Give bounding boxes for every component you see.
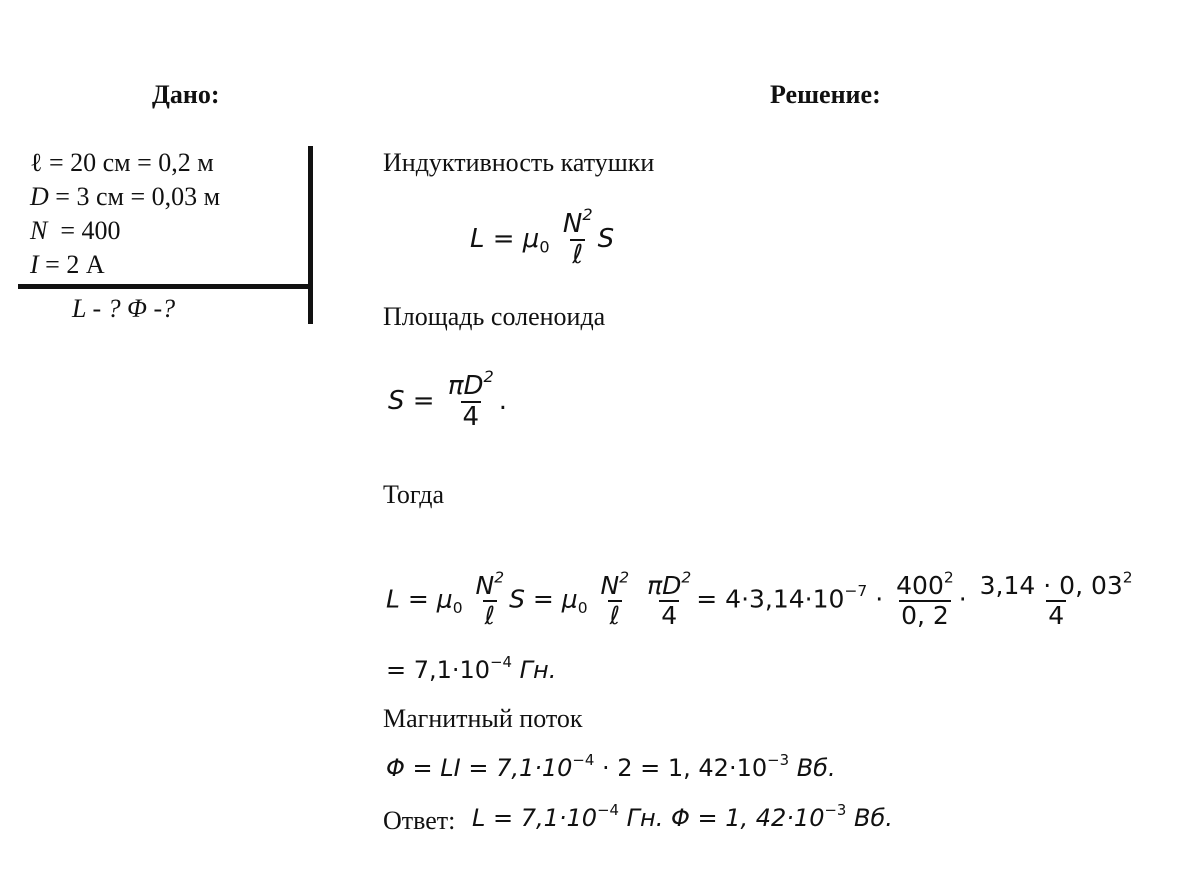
given-find: L - ? Φ -? [72, 294, 176, 323]
f3-eq: = 4·3,14·10 [696, 584, 845, 614]
f4-post: Вб. [789, 754, 836, 782]
f4-exp1: −4 [572, 750, 595, 769]
ans-post: Вб. [846, 804, 893, 832]
f3-dot2: · [958, 584, 967, 614]
f1-num: $N^2$ [562, 204, 593, 239]
given-heading: Дано: [152, 80, 220, 109]
f2-den: 4 [462, 401, 480, 432]
given-length: ℓ = 20 см = 0,2 м [30, 148, 214, 177]
f4-mid: · 2 = 1, 42·10 [594, 754, 768, 782]
f1-fraction [561, 204, 595, 270]
then-label: Тогда [383, 480, 445, 509]
var-n: N [30, 216, 48, 245]
given-diameter [30, 180, 220, 214]
f2-fraction [446, 366, 496, 432]
given-current-value: = 2 А [38, 250, 105, 279]
ans-exp1: −4 [597, 800, 620, 819]
f3-frac-a: $\frac{N^2}{\text{ℓ}}$ [475, 568, 505, 630]
ans-pre: L = 7,1·10 [472, 804, 598, 832]
formula-area [388, 366, 508, 432]
f3-dot: · [867, 584, 884, 614]
f3r-pre: = 7,1·10 [386, 656, 491, 684]
var-d: D [30, 182, 49, 211]
f4-exp2: −3 [767, 750, 790, 769]
answer-label: Ответ: [383, 806, 456, 835]
formula-inductance-result [386, 652, 557, 684]
formula-inductance [470, 204, 615, 270]
f1-lhs: L = μ [470, 224, 540, 255]
f1-sub: 0 [539, 237, 550, 257]
f3-frac-d: $\frac{400^2}{0, 2}$ [896, 568, 954, 630]
given-turns-value: = 400 [47, 216, 121, 245]
formula-answer [472, 800, 893, 832]
ans-mid: Гн. Φ = 1, 42·10 [619, 804, 825, 832]
f3-frac-b: $\frac{N^2}{\text{ℓ}}$ [600, 568, 630, 630]
f3-sub1: 0 [577, 598, 588, 617]
flux-label: Магнитный поток [383, 704, 583, 733]
given-separator-vertical [308, 146, 313, 324]
solution-heading: Решение: [770, 80, 881, 109]
f3-frac-c: $\frac{\pi D^2}{4}$ [647, 568, 692, 630]
area-label: Площадь соленоида [383, 302, 606, 331]
f3r-exp: −4 [490, 652, 513, 671]
f3-eq-exp: −7 [844, 581, 868, 600]
given-diameter-value: = 3 см = 0,03 м [48, 182, 221, 211]
f3-mid: S = μ [509, 584, 578, 614]
formula-flux [386, 750, 836, 782]
f1-tail: S [597, 224, 615, 255]
var-i: I [30, 250, 39, 279]
f2-tail: . [498, 386, 508, 417]
f3r-post: Гн. [512, 656, 557, 684]
ans-exp2: −3 [824, 800, 847, 819]
given-current [30, 248, 105, 282]
given-turns [30, 214, 121, 248]
f2-num: $\pi D^2$ [447, 366, 494, 401]
f3-sub0: 0 [452, 598, 463, 617]
inductance-label: Индуктивность катушки [383, 148, 655, 177]
f3-p1: L = μ [386, 584, 453, 614]
f4-pre: Φ = LI = 7,1·10 [386, 754, 573, 782]
f1-den: ℓ [572, 239, 584, 270]
given-separator-horizontal [18, 284, 313, 289]
f3-frac-e: $\frac{3,14 \cdot 0, 03^2}{4}$ [979, 568, 1133, 630]
formula-combined [386, 568, 1138, 630]
f2-lhs: S = [388, 386, 435, 417]
